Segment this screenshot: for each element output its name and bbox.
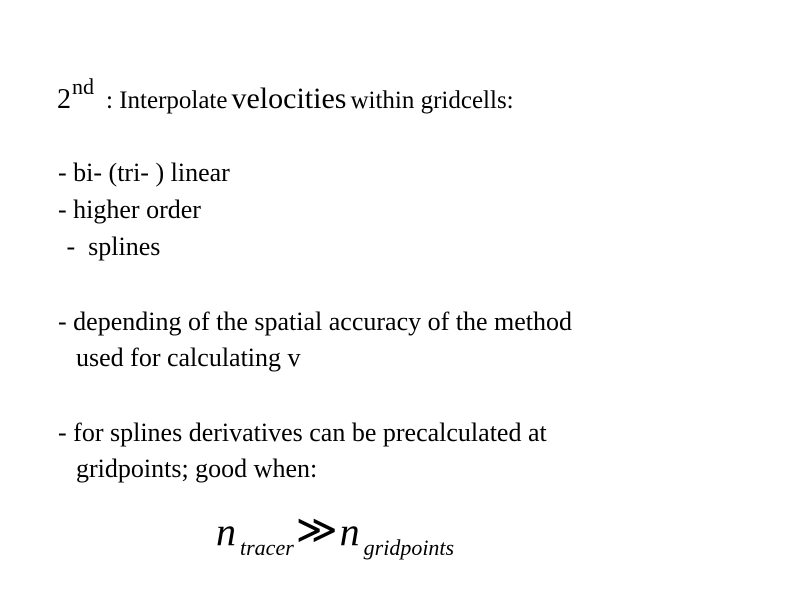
bullet-higher-order: - higher order bbox=[58, 195, 201, 224]
bullet-splines: - splines bbox=[60, 232, 161, 261]
bullet-spatial-accuracy: - depending of the spatial accuracy of the method bbox=[58, 307, 573, 336]
formula-right-symbol: n bbox=[339, 509, 360, 554]
bullet-spline-derivatives-continuation: gridpoints; good when: bbox=[76, 454, 318, 483]
formula-right-subscript: gridpoints bbox=[363, 535, 455, 560]
bullet-spatial-accuracy-continuation: used for calculating v bbox=[76, 343, 301, 372]
slide-heading bbox=[57, 74, 514, 115]
heading-prefix: : Interpolate bbox=[106, 87, 228, 114]
heading-ordinal-superscript: nd bbox=[72, 74, 94, 99]
formula-much-greater-operator: ≫ bbox=[295, 507, 338, 552]
formula-tracer-gridpoints bbox=[216, 507, 455, 560]
heading-ordinal-number: 2 bbox=[57, 84, 71, 115]
heading-emphasis: velocities bbox=[231, 82, 347, 115]
formula-left-symbol: n bbox=[216, 509, 236, 554]
heading-suffix: within gridcells: bbox=[350, 87, 514, 114]
bullet-spline-derivatives: - for splines derivatives can be precalculated at bbox=[58, 418, 547, 447]
bullet-bilinear: - bi- (tri- ) linear bbox=[58, 158, 230, 187]
formula-left-subscript: tracer bbox=[240, 535, 294, 560]
